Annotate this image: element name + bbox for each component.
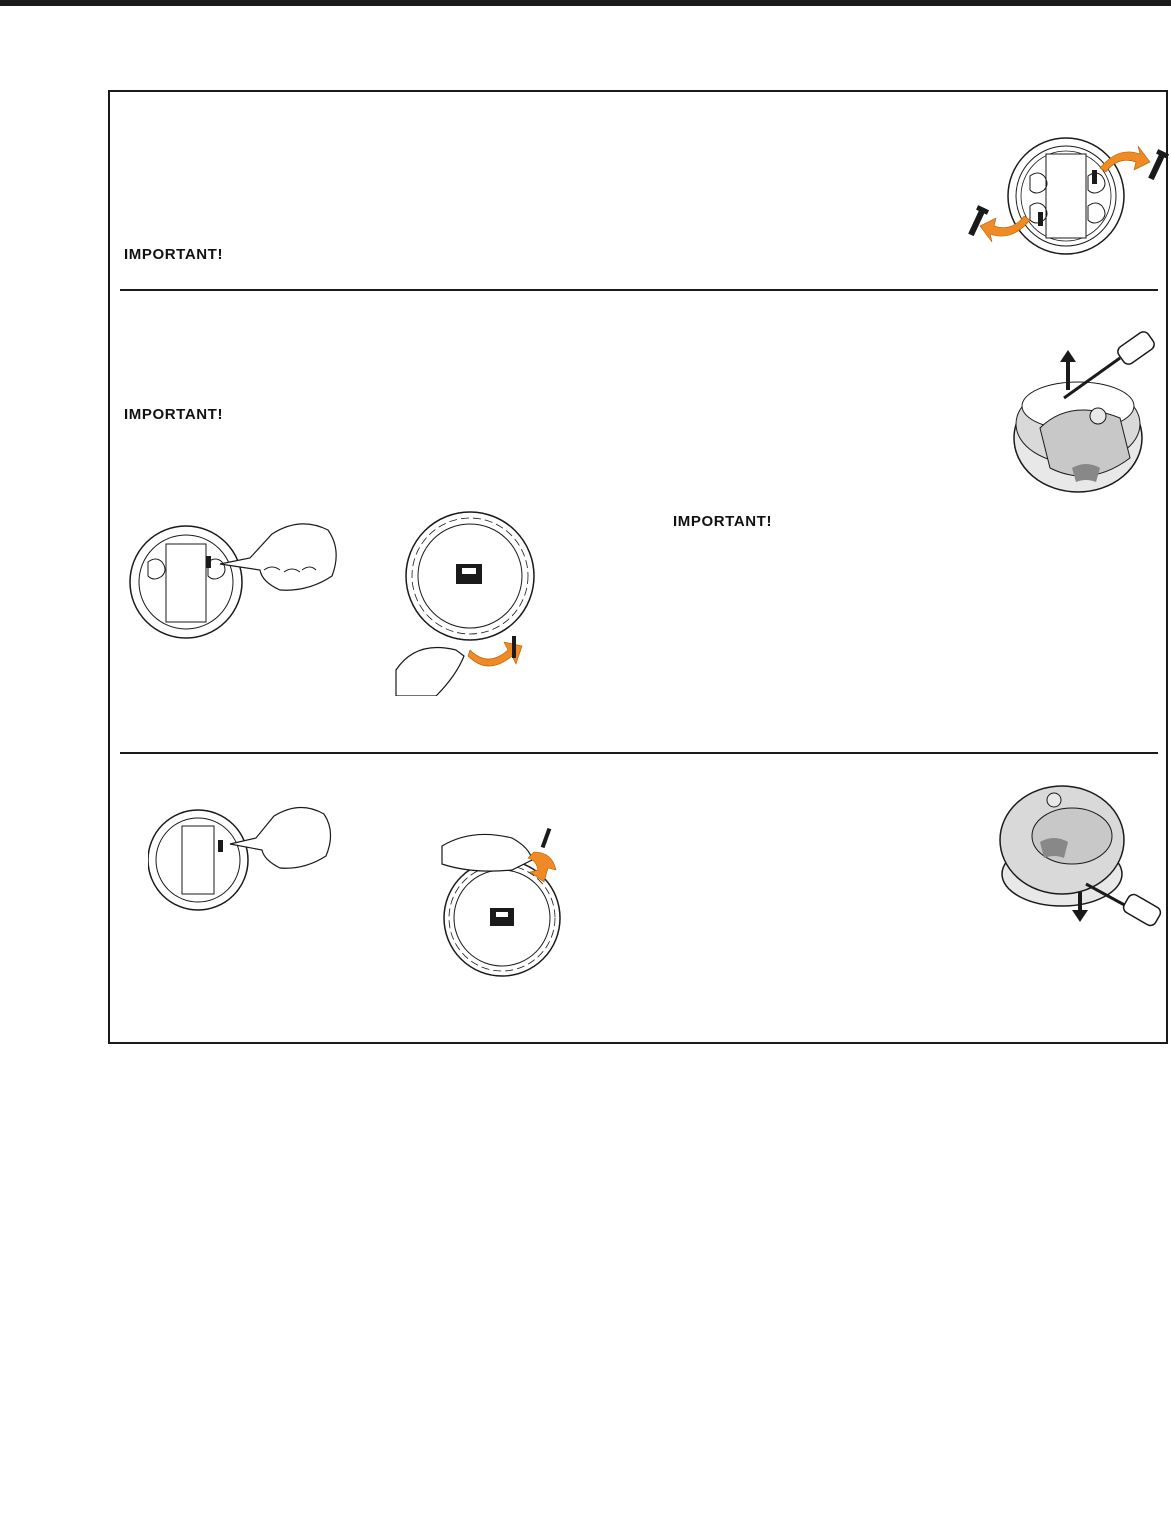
plate-hand-pliers-icon-2: [148, 800, 348, 920]
detector-pry-screwdriver-icon: [1000, 328, 1170, 498]
plate-hand-pliers-icon: [124, 512, 344, 640]
mounting-plate-screws-icon: [960, 128, 1170, 263]
section-divider-1: [120, 289, 1158, 291]
page-top-rule: [0, 0, 1171, 6]
detector-screwdriver-down-icon: [996, 780, 1168, 938]
important-label-3: IMPORTANT!: [673, 513, 773, 530]
section-divider-2: [120, 752, 1158, 754]
important-label-1: IMPORTANT!: [124, 246, 224, 263]
ring-hand-screw-icon: [386, 510, 556, 696]
ring-hand-screw-icon-2: [440, 822, 570, 988]
important-label-2: IMPORTANT!: [124, 406, 224, 423]
